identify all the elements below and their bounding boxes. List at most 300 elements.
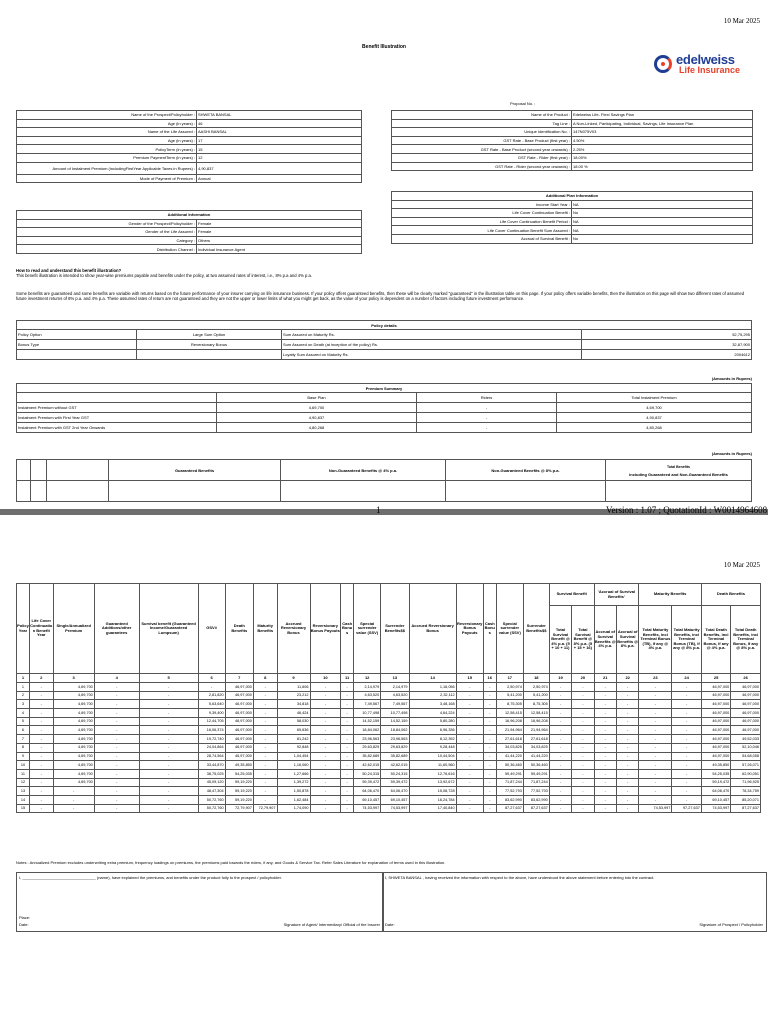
table-cell: - bbox=[456, 683, 483, 692]
table-header-cell: Total Maturity Benefits, incl Terminal Bonus (TB), if any @ 8% p.a. bbox=[672, 606, 701, 674]
table-cell: 49,35,850 bbox=[701, 761, 730, 770]
info-row bbox=[17, 128, 362, 137]
table-header-cell: Surrender Benefits$$ bbox=[381, 584, 409, 674]
policy-row bbox=[17, 340, 752, 350]
table-cell: 64,06,470 bbox=[701, 787, 730, 796]
table-cell: - bbox=[341, 804, 354, 813]
table-cell: - bbox=[253, 709, 277, 718]
table-header-cell: Total Death Benefits, incl Terminal Bonus, if any @ 8% p.a. bbox=[731, 606, 761, 674]
info-row bbox=[392, 119, 753, 128]
table-cell: 46,424 bbox=[277, 709, 310, 718]
table-cell: - bbox=[253, 700, 277, 709]
table-cell: - bbox=[616, 769, 638, 778]
info-value: A Non-Linked, Participating, Individual, Savings, Life Insurance Plan bbox=[572, 119, 753, 128]
table-cell: - bbox=[253, 752, 277, 761]
table-cell: 46,97,000 bbox=[225, 743, 253, 752]
premium-row bbox=[17, 413, 752, 423]
table-cell: 12 bbox=[17, 778, 30, 787]
info-label: Tag Line : bbox=[392, 119, 572, 128]
column-number: 16 bbox=[483, 674, 496, 683]
table-cell: 3,48,168 bbox=[409, 700, 456, 709]
table-cell: 23,96,563 bbox=[381, 735, 409, 744]
table-cell: 4,69,700 bbox=[53, 726, 94, 735]
info-label: Life Cover Continuation Benefit Period : bbox=[392, 217, 572, 226]
table-cell: - bbox=[594, 778, 616, 787]
table-group-row bbox=[17, 584, 761, 606]
table-cell: - bbox=[94, 709, 139, 718]
premium-cell: 4,69,700 bbox=[557, 403, 752, 413]
table-cell: - bbox=[572, 726, 594, 735]
table-number-row bbox=[17, 674, 761, 683]
table-cell: 77,52,793 bbox=[523, 787, 549, 796]
table-cell: 46,97,000 bbox=[225, 683, 253, 692]
table-cell: - bbox=[639, 735, 672, 744]
table-cell: 46,97,000 bbox=[225, 752, 253, 761]
table-header-cell: Surrender Benefits$$ bbox=[523, 584, 549, 674]
table-cell: - bbox=[639, 778, 672, 787]
table-cell: - bbox=[253, 683, 277, 692]
premium-summary-title: Premium Summary bbox=[17, 384, 752, 393]
table-cell: 81,242 bbox=[277, 735, 310, 744]
table-cell: - bbox=[456, 735, 483, 744]
table-cell: 18,84,062 bbox=[354, 726, 381, 735]
table-cell: - bbox=[483, 717, 496, 726]
table-cell: - bbox=[310, 752, 341, 761]
table-cell: - bbox=[139, 752, 198, 761]
table-cell: 2,14,979 bbox=[354, 683, 381, 692]
table-cell: 48,47,304 bbox=[198, 787, 225, 796]
table-cell: - bbox=[94, 795, 139, 804]
table-cell: 1,16,060 bbox=[277, 761, 310, 770]
table-cell: 46,97,000 bbox=[731, 717, 761, 726]
premium-header-cell: Riders bbox=[417, 393, 557, 403]
table-cell: - bbox=[572, 709, 594, 718]
table-cell: 71,96,925 bbox=[731, 778, 761, 787]
table-cell: 12,76,616 bbox=[409, 769, 456, 778]
info-label: PolicyTerm (in years) : bbox=[17, 145, 197, 154]
premium-row bbox=[17, 423, 752, 433]
table-cell: - bbox=[616, 726, 638, 735]
info-value: 18.00% bbox=[572, 153, 753, 162]
table-cell: 9,39,400 bbox=[198, 709, 225, 718]
table-cell: 49,35,850 bbox=[225, 761, 253, 770]
table-cell: 54,25,035 bbox=[701, 769, 730, 778]
place-label: Place: bbox=[19, 915, 31, 920]
benefit-illustration-table bbox=[16, 583, 761, 813]
table-cell: - bbox=[310, 735, 341, 744]
table-row bbox=[17, 691, 761, 700]
table-cell: - bbox=[341, 683, 354, 692]
table-cell: 1,27,666 bbox=[277, 769, 310, 778]
table-cell: - bbox=[572, 735, 594, 744]
table-cell: - bbox=[483, 795, 496, 804]
table-cell: 15 bbox=[17, 804, 30, 813]
table-cell: - bbox=[549, 743, 571, 752]
table-cell: 8,12,392 bbox=[409, 735, 456, 744]
table-cell: - bbox=[253, 743, 277, 752]
table-cell: - bbox=[572, 804, 594, 813]
table-cell: - bbox=[549, 735, 571, 744]
table-cell: 4,69,700 bbox=[53, 769, 94, 778]
table-cell: 1,74,090 bbox=[277, 804, 310, 813]
table-cell: - bbox=[616, 735, 638, 744]
page-title: Benefit Illustration bbox=[362, 44, 406, 50]
info-label: Gender of the Prospect/Policyholder : bbox=[17, 219, 197, 228]
policy-cell: Sum Assured on Death (at inception of the policy) Rs. bbox=[282, 340, 582, 350]
table-cell: - bbox=[456, 787, 483, 796]
table-cell: - bbox=[639, 769, 672, 778]
info-value: 2.25% bbox=[572, 145, 753, 154]
table-header-cell: Reversionary Bonus Payouts bbox=[310, 584, 341, 674]
table-cell: - bbox=[549, 761, 571, 770]
info-value: Female bbox=[197, 219, 362, 228]
table-cell: 85,20,071 bbox=[731, 795, 761, 804]
table-cell: 6,96,336 bbox=[409, 726, 456, 735]
policy-cell: Policy Option bbox=[17, 330, 137, 340]
table-cell: - bbox=[594, 795, 616, 804]
table-header-cell: Single/Annualized Premium bbox=[53, 584, 94, 674]
info-label: GST Rate - Base Product (second year onwards) : bbox=[392, 145, 572, 154]
column-number: 25 bbox=[701, 674, 730, 683]
table-cell: 4,69,700 bbox=[53, 709, 94, 718]
column-number: 24 bbox=[672, 674, 701, 683]
info-row bbox=[392, 153, 753, 162]
table-cell: - bbox=[94, 804, 139, 813]
agent-signature-box bbox=[16, 872, 384, 932]
amounts-label-2: (Amounts in Rupees) bbox=[711, 451, 752, 456]
table-cell: - bbox=[341, 752, 354, 761]
table-cell: 74,53,997 bbox=[701, 804, 730, 813]
info-label: Life Cover Continuation Benefit : bbox=[392, 209, 572, 218]
table-cell: 71,87,244 bbox=[496, 778, 523, 787]
table-cell: 54,25,035 bbox=[225, 769, 253, 778]
table-cell: 69,636 bbox=[277, 726, 310, 735]
table-cell: 1,04,454 bbox=[277, 752, 310, 761]
table-cell: 1,16,056 bbox=[409, 683, 456, 692]
agent-signature-label: Signature of Agent/ Intermediary/ Official of the Insurer bbox=[283, 922, 380, 927]
table-cell: 1,39,272 bbox=[277, 778, 310, 787]
table-cell: - bbox=[549, 683, 571, 692]
table-cell: - bbox=[572, 700, 594, 709]
info-value: 18.00 % bbox=[572, 162, 753, 171]
table-row bbox=[17, 735, 761, 744]
table-cell: - bbox=[253, 735, 277, 744]
edelweiss-logo bbox=[654, 52, 759, 80]
table-cell: 5 bbox=[17, 717, 30, 726]
table-cell: 71,87,244 bbox=[523, 778, 549, 787]
table-cell: - bbox=[594, 709, 616, 718]
proposal-label: Proposal No. : bbox=[510, 101, 536, 106]
table-cell: - bbox=[483, 726, 496, 735]
table-cell: - bbox=[139, 804, 198, 813]
table-cell: - bbox=[572, 787, 594, 796]
table-cell: - bbox=[53, 795, 94, 804]
table-cell: - bbox=[139, 700, 198, 709]
table-cell: - bbox=[310, 691, 341, 700]
table-cell: 59,19,220 bbox=[225, 787, 253, 796]
table-cell: 16,24,784 bbox=[409, 795, 456, 804]
prospect-signature-box bbox=[382, 872, 767, 932]
table-cell: 64,06,470 bbox=[354, 787, 381, 796]
table-cell: - bbox=[29, 691, 53, 700]
info-row bbox=[392, 234, 753, 243]
table-cell: - bbox=[253, 726, 277, 735]
table-cell: 7,49,567 bbox=[354, 700, 381, 709]
column-number: 3 bbox=[53, 674, 94, 683]
premium-cell: 4,80,268 bbox=[217, 423, 417, 433]
table-cell: 8 bbox=[17, 743, 30, 752]
table-row bbox=[17, 787, 761, 796]
table-cell: 46,97,000 bbox=[731, 726, 761, 735]
column-number: 17 bbox=[496, 674, 523, 683]
table-cell: 29,63,829 bbox=[381, 743, 409, 752]
table-cell: - bbox=[549, 804, 571, 813]
table-cell: - bbox=[341, 769, 354, 778]
column-number: 20 bbox=[572, 674, 594, 683]
table-cell: 50,72,760 bbox=[198, 795, 225, 804]
table-cell: 46,97,000 bbox=[731, 691, 761, 700]
info-value: Female bbox=[197, 228, 362, 237]
table-cell: - bbox=[53, 804, 94, 813]
table-cell: 97,27,637 bbox=[672, 804, 701, 813]
table-cell: 74,53,997 bbox=[639, 804, 672, 813]
table-cell: 83,62,990 bbox=[523, 795, 549, 804]
table-cell: - bbox=[616, 717, 638, 726]
table-row bbox=[17, 795, 761, 804]
table-header-cell: Accrual of Survival Benefits @ 4% p.a. bbox=[594, 606, 616, 674]
table-cell: - bbox=[594, 761, 616, 770]
table-cell: - bbox=[94, 743, 139, 752]
table-cell: 50,36,460 bbox=[523, 761, 549, 770]
info-value: 12 bbox=[197, 153, 362, 162]
table-cell: - bbox=[310, 795, 341, 804]
table-cell: - bbox=[549, 787, 571, 796]
table-cell: 87,27,637 bbox=[496, 804, 523, 813]
table-cell: - bbox=[29, 743, 53, 752]
table-cell: 2,14,979 bbox=[381, 683, 409, 692]
column-number: 23 bbox=[639, 674, 672, 683]
info-value: Edelweiss Life- Flexi Savings Plan bbox=[572, 111, 753, 120]
policy-cell bbox=[17, 350, 137, 360]
table-cell: - bbox=[94, 691, 139, 700]
table-cell: 3 bbox=[17, 700, 30, 709]
table-cell: - bbox=[483, 787, 496, 796]
info-label: GST Rate - Rider (first year) : bbox=[392, 153, 572, 162]
table-cell: 9,28,448 bbox=[409, 743, 456, 752]
table-cell: - bbox=[310, 769, 341, 778]
table-cell: 8,75,305 bbox=[523, 700, 549, 709]
total-benefits-top: Total Benefits bbox=[667, 464, 690, 469]
table-cell: 4,69,700 bbox=[53, 700, 94, 709]
table-cell: 10,44,504 bbox=[409, 752, 456, 761]
table-cell: - bbox=[139, 795, 198, 804]
table-header-cell: Total Survival Benefit @ 4% p.a. (5 + 10 + 11) bbox=[549, 606, 571, 674]
table-cell: 38,75,025 bbox=[198, 769, 225, 778]
info-value: Others bbox=[197, 236, 362, 245]
table-cell: 24,04,864 bbox=[198, 743, 225, 752]
policy-details-title: Policy details bbox=[17, 321, 752, 330]
table-cell: - bbox=[29, 709, 53, 718]
table-cell: 46,97,000 bbox=[701, 752, 730, 761]
table-row bbox=[17, 700, 761, 709]
logo-subword: Life Insurance bbox=[679, 65, 741, 75]
table-cell: 4,69,700 bbox=[53, 743, 94, 752]
info-row bbox=[392, 226, 753, 235]
table-cell: 35,82,689 bbox=[381, 752, 409, 761]
table-cell: - bbox=[456, 795, 483, 804]
premium-row bbox=[17, 403, 752, 413]
table-cell: 4,69,700 bbox=[53, 683, 94, 692]
table-cell: 62,90,051 bbox=[731, 769, 761, 778]
policy-cell: Sum Assured on Maturity Rs. bbox=[282, 330, 582, 340]
date: 10 Mar 2025 bbox=[723, 17, 760, 25]
table-cell: - bbox=[483, 743, 496, 752]
table-cell: 5,41,200 bbox=[496, 691, 523, 700]
info-value: SHWETA BANSAL bbox=[197, 111, 362, 120]
column-number: 11 bbox=[341, 674, 354, 683]
table-cell: - bbox=[594, 752, 616, 761]
table-cell: - bbox=[572, 795, 594, 804]
table-cell: - bbox=[572, 717, 594, 726]
info-value: 147N075V03 bbox=[572, 128, 753, 137]
info-row bbox=[392, 217, 753, 226]
table-cell: - bbox=[616, 795, 638, 804]
table-cell: - bbox=[94, 717, 139, 726]
table-cell: - bbox=[483, 700, 496, 709]
table-cell: - bbox=[456, 717, 483, 726]
info-row bbox=[392, 111, 753, 120]
table-cell: 59,49,291 bbox=[496, 769, 523, 778]
table-cell: 50,24,315 bbox=[354, 769, 381, 778]
column-number: 4 bbox=[94, 674, 139, 683]
table-cell: - bbox=[672, 709, 701, 718]
info-label: Life Cover Continuation Benefit Sum Assured : bbox=[392, 226, 572, 235]
table-cell: - bbox=[616, 778, 638, 787]
table-cell: - bbox=[672, 683, 701, 692]
table-cell: 46,97,000 bbox=[701, 735, 730, 744]
table-cell: - bbox=[94, 735, 139, 744]
additional-plan-table bbox=[391, 191, 753, 244]
table-cell: 45,09,120 bbox=[198, 778, 225, 787]
table-cell: 4,69,700 bbox=[53, 778, 94, 787]
table-cell: - bbox=[310, 761, 341, 770]
info-row bbox=[392, 162, 753, 171]
table-cell: - bbox=[639, 743, 672, 752]
table-cell: - bbox=[94, 683, 139, 692]
additional-info-table bbox=[16, 210, 362, 254]
table-row bbox=[17, 769, 761, 778]
table-cell: - bbox=[341, 726, 354, 735]
table-cell: 34,818 bbox=[277, 700, 310, 709]
table-header-cell: Special surrender value (SSV) bbox=[354, 584, 381, 674]
table-cell: - bbox=[341, 778, 354, 787]
table-cell: - bbox=[672, 735, 701, 744]
table-cell: - bbox=[29, 700, 53, 709]
table-cell: - bbox=[139, 735, 198, 744]
table-cell: - bbox=[94, 726, 139, 735]
column-number: 5 bbox=[139, 674, 198, 683]
table-row bbox=[17, 726, 761, 735]
table-cell: - bbox=[483, 735, 496, 744]
premium-summary-table bbox=[16, 383, 752, 433]
table-cell: 50,24,315 bbox=[381, 769, 409, 778]
table-cell: - bbox=[139, 787, 198, 796]
info-row bbox=[17, 136, 362, 145]
table-cell: - bbox=[139, 691, 198, 700]
table-cell: - bbox=[483, 804, 496, 813]
table-cell: - bbox=[639, 717, 672, 726]
table-cell: - bbox=[639, 752, 672, 761]
table-cell: - bbox=[483, 769, 496, 778]
info-value: AASHI BANSAL bbox=[197, 128, 362, 137]
info-row bbox=[392, 136, 753, 145]
table-cell: - bbox=[549, 726, 571, 735]
table-cell: 50,36,460 bbox=[496, 761, 523, 770]
table-cell: - bbox=[310, 726, 341, 735]
table-cell: 28,74,564 bbox=[198, 752, 225, 761]
table-cell: - bbox=[456, 743, 483, 752]
table-cell: 4,69,700 bbox=[53, 691, 94, 700]
table-cell: 13,92,672 bbox=[409, 778, 456, 787]
premium-header-cell: Base Plan bbox=[217, 393, 417, 403]
table-cell: - bbox=[572, 778, 594, 787]
table-cell: 16,96,208 bbox=[496, 717, 523, 726]
info-label: GST Rate - Base Product (first year) : bbox=[392, 136, 572, 145]
info-row bbox=[17, 153, 362, 162]
table-cell: - bbox=[594, 683, 616, 692]
table-cell: - bbox=[672, 769, 701, 778]
table-cell: - bbox=[310, 700, 341, 709]
table-row bbox=[17, 717, 761, 726]
table-cell: 27,61,618 bbox=[496, 735, 523, 744]
table-cell: 42,62,015 bbox=[354, 761, 381, 770]
table-cell: - bbox=[572, 761, 594, 770]
table-cell: - bbox=[94, 752, 139, 761]
column-number: 6 bbox=[198, 674, 225, 683]
table-cell: - bbox=[94, 769, 139, 778]
table-cell: - bbox=[672, 691, 701, 700]
table-cell: 27,61,618 bbox=[523, 735, 549, 744]
column-number: 21 bbox=[594, 674, 616, 683]
date-page-2: 10 Mar 2025 bbox=[723, 561, 760, 569]
info-value: No bbox=[572, 209, 753, 218]
table-cell: 46,97,000 bbox=[701, 683, 730, 692]
table-cell: 46,97,000 bbox=[701, 709, 730, 718]
table-header-cell: Survival benefit (Guaranteed Income/Guaranteed Lumpsum) bbox=[139, 584, 198, 674]
table-cell: 72,79,907 bbox=[225, 804, 253, 813]
table-cell: 18,84,062 bbox=[381, 726, 409, 735]
amounts-label: (Amounts in Rupees) bbox=[711, 376, 752, 381]
column-number: 19 bbox=[549, 674, 571, 683]
table-cell: - bbox=[639, 683, 672, 692]
policy-cell: Bonus Type bbox=[17, 340, 137, 350]
info-value: NA bbox=[572, 200, 753, 209]
table-cell: - bbox=[572, 752, 594, 761]
table-cell: 4,69,700 bbox=[53, 752, 94, 761]
info-row bbox=[17, 119, 362, 128]
table-cell: 11 bbox=[17, 769, 30, 778]
table-cell: 59,19,220 bbox=[225, 795, 253, 804]
table-cell: - bbox=[198, 683, 225, 692]
table-cell: 5,41,200 bbox=[523, 691, 549, 700]
logo-mark-icon bbox=[654, 55, 672, 73]
table-cell: - bbox=[594, 769, 616, 778]
table-header-cell: Total Death Benefits, incl Terminal Bonus, if any @ 4% p.a. bbox=[701, 606, 730, 674]
info-label: Age (in years) : bbox=[17, 119, 197, 128]
table-cell: - bbox=[29, 752, 53, 761]
table-cell: - bbox=[139, 778, 198, 787]
info-row bbox=[392, 209, 753, 218]
